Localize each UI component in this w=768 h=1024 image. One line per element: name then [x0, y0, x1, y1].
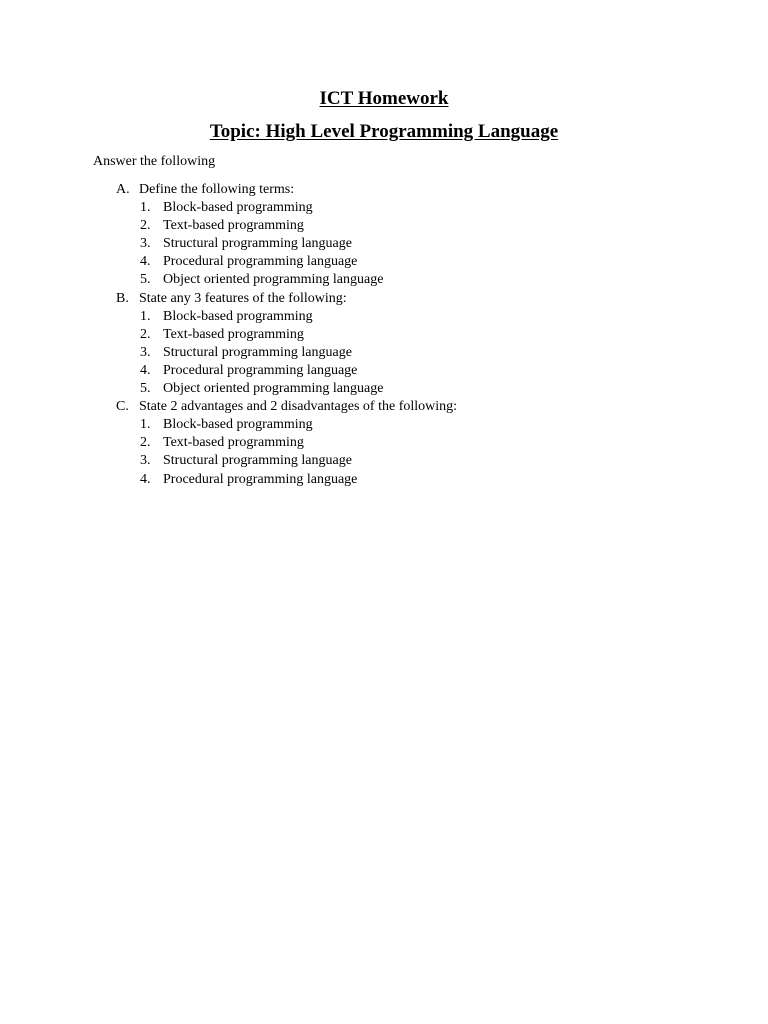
section-letter: A. [116, 182, 130, 197]
list-item [0, 380, 768, 398]
section-heading-a [0, 181, 768, 199]
list-item [0, 253, 768, 271]
list-item [0, 434, 768, 452]
item-number: 1. [140, 200, 151, 216]
section-heading-c [0, 398, 768, 416]
list-item [0, 344, 768, 362]
item-text: Procedural programming language [163, 471, 358, 487]
item-text: Object oriented programming language [163, 272, 384, 288]
list-item [0, 217, 768, 235]
item-number: 3. [140, 344, 151, 360]
list-item [0, 471, 768, 489]
list-item [0, 452, 768, 470]
item-number: 5. [140, 381, 151, 397]
item-number: 4. [140, 254, 151, 270]
item-number: 4. [140, 471, 151, 487]
section-heading-text: Define the following terms: [139, 182, 295, 197]
list-item [0, 308, 768, 326]
topic-heading: Topic: High Level Programming Language [209, 121, 559, 142]
list-item [0, 271, 768, 289]
item-text: Text-based programming [163, 435, 304, 451]
item-text: Structural programming language [163, 344, 352, 360]
item-number: 5. [140, 272, 151, 288]
item-text: Procedural programming language [163, 362, 358, 378]
item-text: Structural programming language [163, 453, 352, 469]
item-number: 1. [140, 417, 151, 433]
item-number: 3. [140, 236, 151, 252]
item-text: Object oriented programming language [163, 381, 384, 397]
page-title: ICT Homework [319, 88, 449, 109]
item-number: 3. [140, 453, 151, 469]
question-list [0, 181, 768, 489]
item-text: Text-based programming [163, 218, 304, 234]
list-item [0, 362, 768, 380]
item-number: 2. [140, 326, 151, 342]
list-item [0, 416, 768, 434]
section-heading-text: State any 3 features of the following: [139, 290, 347, 306]
item-number: 4. [140, 362, 151, 378]
intro-text: Answer the following [93, 154, 216, 169]
section-letter: B. [116, 290, 129, 306]
section-heading-b [0, 290, 768, 308]
list-item [0, 235, 768, 253]
item-text: Block-based programming [163, 417, 313, 433]
item-text: Text-based programming [163, 326, 304, 342]
item-text: Block-based programming [163, 200, 313, 216]
list-item [0, 326, 768, 344]
section-heading-text: State 2 advantages and 2 disadvantages of the following: [139, 399, 458, 415]
item-text: Structural programming language [163, 236, 352, 252]
item-number: 2. [140, 218, 151, 234]
item-text: Block-based programming [163, 308, 313, 324]
item-number: 2. [140, 435, 151, 451]
list-item [0, 199, 768, 217]
item-number: 1. [140, 308, 151, 324]
item-text: Procedural programming language [163, 254, 358, 270]
section-letter: C. [116, 399, 129, 415]
